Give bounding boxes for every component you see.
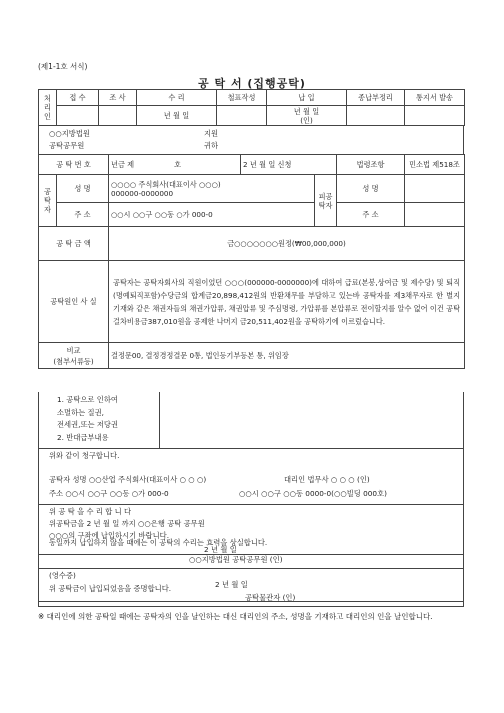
beneficiary-label: 피공탁자 [315,175,337,227]
filing-date: 2 년 월 일 신청 [241,155,337,175]
amount-value: 금○○○○○○○원정(₩00,000,000) [109,227,465,261]
info-table [38,154,465,369]
request-block: 위와 같이 청구합니다. 공탁자 성명 ○○산업 주식회사(대표이사 ○ ○ ○) 대리인 법무사 ○ ○ ○ (인) 주소 ○○시 ○○구 ○○동 ○가 000-0 ○○시 ○○구 ○○동 0000-0(○○빌딩 000호) [38,448,464,505]
reason-label: 공탁원인 사 실 [39,261,109,343]
receipt-officer: 공탁물관자 (인) [245,593,296,602]
processing-table [38,89,465,126]
law-value: 민소법 제518조 [405,155,465,175]
receipt-block: (영수증) 위 공탁금이 납입되었음을 증명합니다. [38,568,464,602]
law-label: 법령조항 [337,155,405,175]
payment-date: 년 월 일 (인) [267,106,347,126]
acceptance-block: 위 공 탁 을 수 리 합 니 다 위공탁금을 2 년 월 일 까지 ○○은행 공탁 공무원 ○○○의 구좌에 납입하시기 바랍니다. 동일까지 납입하지 않을 때에는 이 공탁의 수리는 효력을 상실합니다. 2 년 월 일 [38,504,464,555]
col-notice: 통지서 발송 [405,90,465,106]
extras-block: 1. 공탁으로 인하여 소멸하는 질권, 전세권,또는 저당권 2. 반대급부내용 [38,392,464,449]
col-received: 접 수 [57,90,99,106]
amount-label: 공 탁 금 액 [39,227,109,261]
processing-label: 처리인 [39,90,57,126]
accept-date: 년 월 일 [137,106,217,126]
depositor-addr: ○○시 ○○구 ○○동 ○가 000-0 [109,203,315,227]
col-settle: 종납부정리 [347,90,405,106]
beneficiary-name-label: 성 명 [337,175,405,203]
form-number: (제1-1호 서식) [38,62,88,71]
col-investigate: 조 사 [99,90,137,106]
depositor-label: 공탁자 [39,175,57,227]
footnote: ※ 대리인에 의한 공탁일 때에는 공탁자의 인을 날인하는 대신 대리인의 주소, 성명을 기재하고 대리인의 인을 날인합니다. [38,612,433,621]
depositor-addr-label: 주 소 [57,203,109,227]
beneficiary-addr-label: 주 소 [337,203,405,227]
depositor-name: ○○○○ 주식회사(대표이사 ○○○) 000000-0000000 [109,175,315,203]
acceptance-officer-row: ○○지방법원 공탁공무원 (인) [38,554,464,569]
deposit-year: 년금 제 호 [109,155,241,175]
deposit-no-label: 공 탁 번 호 [39,155,109,175]
reason-text: 공탁자는 공탁자회사의 직원이었던 ○○○(000000-0000000)에 대하여 급료(본봉,상여금 및 제수당) 및 퇴직(명예퇴직포함)수당금의 합계금20,898,412원의 반환채무를 부담하고 있는바 공탁자를 제3채무자로 한 별지기재와 같은 채권자들의 채권가압류, 채권압류 및 주심명령, 가압류를 본압류로 전이할지를 알수 없어 이건 공탁걸차비용금387,010원을 공제한 나머지 금20,511,402원을 공탁하기에 이르렀습니다. [109,261,465,343]
col-payment: 납 입 [267,90,347,106]
remarks-label: 비교 (첨부서류등) [39,343,109,369]
court-block: ○○지방법원 지원 공탁공무원 귀하 [38,125,464,155]
col-accept: 수 리 [137,90,217,106]
depositor-name-label: 성 명 [57,175,109,203]
col-ledger: 철표작성 [217,90,267,106]
page-title: 공 탁 서 (집행공탁) [198,77,306,90]
remarks-value: 결정문00, 결정경정결문 0통, 법인등기부등본 통, 위임장 [109,343,465,369]
receipt-date: 2 년 월 일 [215,580,248,589]
